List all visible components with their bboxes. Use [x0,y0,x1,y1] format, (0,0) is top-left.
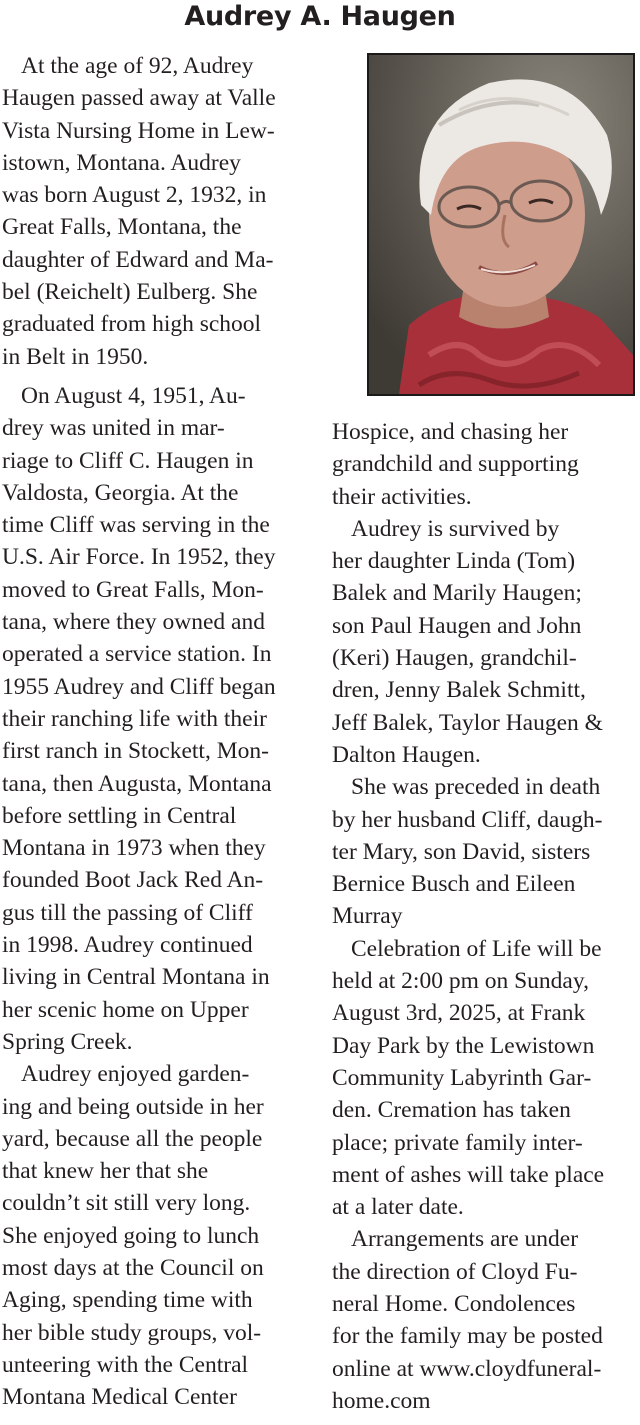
text-line: istown, Montana. Audrey [2,149,241,176]
text-line: drey was united in mar- [2,415,225,442]
text-line: tana, where they owned and [2,609,265,636]
text-line: riage to Cliff C. Haugen in [2,447,254,474]
text-line: She was preceded in death [351,774,601,801]
text-line: Great Falls, Montana, the [2,214,242,241]
text-line: Montana Medical Center [2,1384,237,1411]
text-line: daughter of Edward and Ma- [2,246,274,273]
text-line: by her husband Cliff, daugh- [332,806,603,833]
text-line: grandchild and supporting [332,451,579,478]
column-right [332,416,638,1417]
text-line: in 1998. Audrey continued [2,932,253,959]
text-line: online at www.cloydfuneral- [332,1355,602,1382]
text-line: Jeff Balek, Taylor Haugen & [332,709,603,736]
text-line: first ranch in Stockett, Mon- [2,738,269,765]
text-line: ment of ashes will take place [332,1161,605,1188]
text-line: Haugen passed away at Valle [2,85,276,112]
text-line: (Keri) Haugen, grandchil- [332,645,577,672]
text-line: couldn’t sit still very long. [2,1190,251,1217]
text-line: Audrey is survived by [351,515,560,542]
column-left-top [2,50,308,373]
text-line: held at 2:00 pm on Sunday, [332,968,589,995]
text-line: Day Park by the Lewistown [332,1032,595,1059]
text-line: most days at the Council on [2,1255,264,1282]
text-line: at a later date. [332,1194,464,1221]
text-line: neral Home. Condolences [332,1291,576,1318]
text-line: 1955 Audrey and Cliff began [2,673,276,700]
text-line: At the age of 92, Audrey [21,53,254,79]
text-line: their activities. [332,483,472,510]
text-line: Bernice Busch and Eileen [332,871,576,898]
text-line: ter Mary, son David, sisters [332,838,591,865]
text-line: dren, Jenny Balek Schmitt, [332,677,586,704]
text-line: Aging, spending time with [2,1287,253,1314]
text-line: home.com [332,1387,431,1414]
text-line: Dalton Haugen. [332,741,481,768]
text-line: founded Boot Jack Red An- [2,867,264,894]
text-line: her bible study groups, vol- [2,1319,262,1346]
text-line: ing and being outside in her [2,1093,264,1120]
text-line: her scenic home on Upper [2,996,249,1023]
text-line: Murray [332,903,403,930]
text-line: unteering with the Central [2,1351,249,1378]
text-line: living in Central Montana in [2,964,270,991]
column-left-bottom [2,380,308,1414]
text-line: was born August 2, 1932, in [2,182,267,209]
text-line: son Paul Haugen and John [332,612,582,639]
text-line: den. Cremation has taken [332,1097,571,1124]
portrait-photo [367,53,635,396]
text-line: Valdosta, Georgia. At the [2,479,239,506]
text-line: Vista Nursing Home in Lew- [2,117,275,144]
text-line: Audrey enjoyed garden- [21,1061,250,1088]
text-line: their ranching life with their [2,705,267,732]
text-line: She enjoyed going to lunch [2,1222,260,1249]
text-line: Arrangements are under [351,1226,579,1253]
text-line: Community Labyrinth Gar- [332,1064,592,1091]
text-line: Montana in 1973 when they [2,835,266,862]
text-line: operated a service station. In [2,641,272,668]
obituary-title: Audrey A. Haugen [184,1,456,32]
text-line: tana, then Augusta, Montana [2,770,272,797]
text-line: bel (Reichelt) Eulberg. She [2,279,258,306]
text-line: Spring Creek. [2,1028,133,1055]
text-line: Celebration of Life will be [351,935,602,962]
text-line: moved to Great Falls, Mon- [2,576,264,603]
portrait-illustration [369,55,633,394]
text-line: Hospice, and chasing her [332,419,569,445]
text-line: graduated from high school [2,311,262,338]
text-line: August 3rd, 2025, at Frank [332,1000,586,1027]
text-line: place; private family inter- [332,1129,583,1156]
text-line: On August 4, 1951, Au- [21,383,246,409]
text-line: U.S. Air Force. In 1952, they [2,544,276,571]
text-line: Balek and Marily Haugen; [332,580,582,607]
text-line: before settling in Central [2,802,237,829]
text-line: for the family may be posted [332,1323,603,1350]
text-line: that knew her that she [2,1158,209,1185]
text-line: yard, because all the people [2,1125,263,1152]
text-line: her daughter Linda (Tom) [332,548,576,575]
text-line: in Belt in 1950. [2,343,149,370]
text-line: the direction of Cloyd Fu- [332,1258,578,1285]
text-line: gus till the passing of Cliff [2,899,253,926]
text-line: time Cliff was serving in the [2,512,270,539]
